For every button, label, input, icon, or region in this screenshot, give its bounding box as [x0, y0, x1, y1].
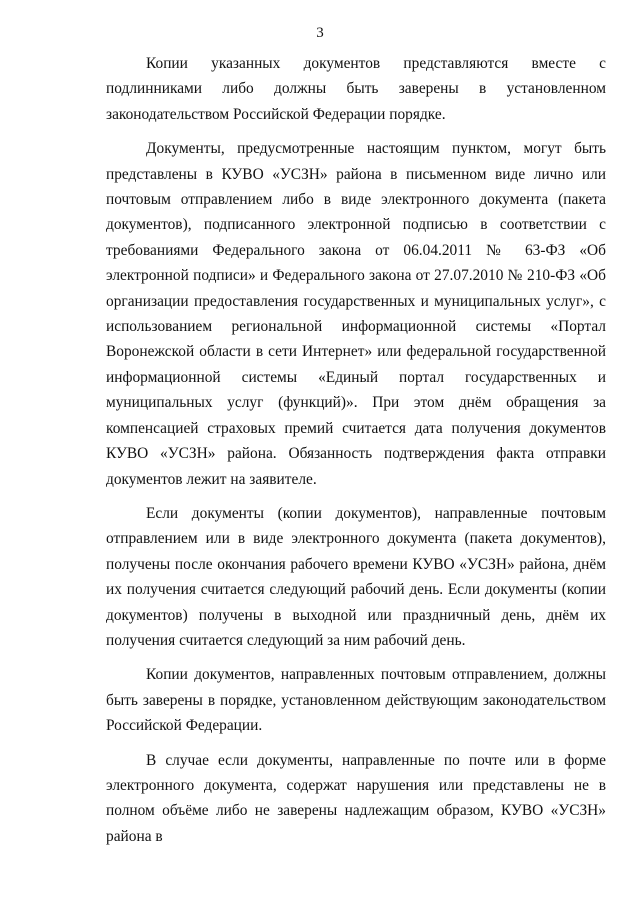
paragraph-violations: В случае если документы, направленные по почте или в форме электронного документа, содержат нарушения или представлены не в полном объёме либо не заверены надлежащим образом, КУВО «УСЗН» района в	[106, 751, 606, 845]
paragraph-copies-submission: Копии указанных документов представляются вместе с подлинниками либо должны быть заверены в установленном законодательством Российской Федерации порядке.	[106, 55, 606, 123]
paragraph-receipt-date: Если документы (копии документов), направленные почтовым отправлением или в виде электронного документа (пакета документов), получены после окончания рабочего времени КУВО «УСЗН» района, днём их получения считается следующий рабочий день. Если документы (копии документов) получены в выходной или праздничный день, днём их получения считается следующий за ним рабочий день.	[106, 504, 606, 649]
document-body	[106, 51, 606, 858]
paragraph-submission-methods: Документы, предусмотренные настоящим пунктом, могут быть представлены в КУВО «УСЗН» района в письменном виде лично или почтовым отправлением либо в виде электронного документа (пакета документов), подписанного электронной подписью в соответствии с требованиями Федерального закона от 06.04.2011 № 63-ФЗ «Об электронной подписи» и Федерального закона от 27.07.2010 № 210-ФЗ «Об организации предоставления государственных и муниципальных услуг», с использованием региональной информационной системы «Портал Воронежской области в сети Интернет» или федеральной государственной информационной системы «Единый портал государственных и муниципальных услуг (функций)». При этом днём обращения за компенсацией страховых премий считается дата получения документов КУВО «УСЗН» района. Обязанность подтверждения факта отправки документов лежит на заявителе.	[106, 140, 606, 488]
page-number: 3	[316, 25, 324, 41]
paragraph-postal-copies: Копии документов, направленных почтовым отправлением, должны быть заверены в порядке, установленном действующим законодательством Российской Федерации.	[106, 666, 606, 735]
